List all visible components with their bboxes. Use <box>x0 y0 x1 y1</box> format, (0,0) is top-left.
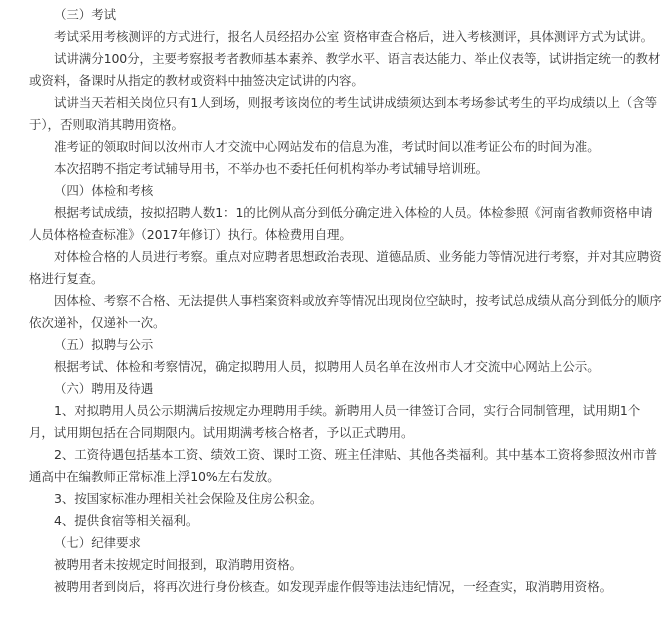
employment-paragraph-3: 3、按国家标准办理相关社会保险及住房公积金。 <box>54 491 323 506</box>
medical-paragraph-1: 根据考试成绩，按拟招聘人数1：1的比例从高分到低分确定进入体检的人员。体检参照《河南省教师资格申请人员体格检查标准》（2017年修订）执行。体检费用自理。 <box>29 205 653 242</box>
section-heading-exam: （三）考试 <box>54 7 117 22</box>
exam-paragraph-1: 考试采用考核测评的方式进行，报名人员经招办公室 资格审查合格后，进入考核测评，具体测评方式为试讲。 <box>54 29 654 44</box>
exam-paragraph-4: 准考证的领取时间以汝州市人才交流中心网站发布的信息为准，考试时间以准考证公布的时间为准。 <box>54 139 600 154</box>
employment-paragraph-2: 2、工资待遇包括基本工资、绩效工资、课时工资、班主任津贴、其他各类福利。其中基本工资将参照汝州市普通高中在编教师正常标准上浮10%左右发放。 <box>29 447 658 484</box>
section-heading-publicity: （五）拟聘与公示 <box>54 337 154 352</box>
section-heading-employment: （六）聘用及待遇 <box>54 381 154 396</box>
exam-paragraph-2: 试讲满分100分，主要考察报考者教师基本素养、教学水平、语言表达能力、举止仪表等，试讲指定统一的教材或资料，备课时从指定的教材或资料中抽签决定试讲的内容。 <box>29 51 661 88</box>
exam-paragraph-5: 本次招聘不指定考试辅导用书，不举办也不委托任何机构举办考试辅导培训班。 <box>54 161 489 176</box>
section-heading-medical: （四）体检和考核 <box>54 183 154 198</box>
exam-paragraph-3: 试讲当天若相关岗位只有1人到场，则报考该岗位的考生试讲成绩须达到本考场参试考生的平均成绩以上（含等于），否则取消其聘用资格。 <box>29 95 658 132</box>
section-heading-discipline: （七）纪律要求 <box>54 535 141 550</box>
employment-paragraph-1: 1、对拟聘用人员公示期满后按规定办理聘用手续。新聘用人员一律签订合同，实行合同制管理，试用期1个月，试用期包括在合同期限内。试用期满考核合格者，予以正式聘用。 <box>29 403 641 440</box>
publicity-paragraph-1: 根据考试、体检和考察情况，确定拟聘用人员，拟聘用人员名单在汝州市人才交流中心网站上公示。 <box>54 359 600 374</box>
discipline-paragraph-2: 被聘用者到岗后，将再次进行身份核查。如发现弄虚作假等违法违纪情况，一经查实，取消聘用资格。 <box>54 579 613 594</box>
employment-paragraph-4: 4、提供食宿等相关福利。 <box>54 513 199 528</box>
medical-paragraph-2: 对体检合格的人员进行考察。重点对应聘者思想政治表现、道德品质、业务能力等情况进行考察，并对其应聘资格进行复查。 <box>29 249 662 286</box>
discipline-paragraph-1: 被聘用者未按规定时间报到，取消聘用资格。 <box>54 557 303 572</box>
medical-paragraph-3: 因体检、考察不合格、无法提供人事档案资料或放弃等情况出现岗位空缺时，按考试总成绩从高分到低分的顺序依次递补，仅递补一次。 <box>29 293 662 330</box>
